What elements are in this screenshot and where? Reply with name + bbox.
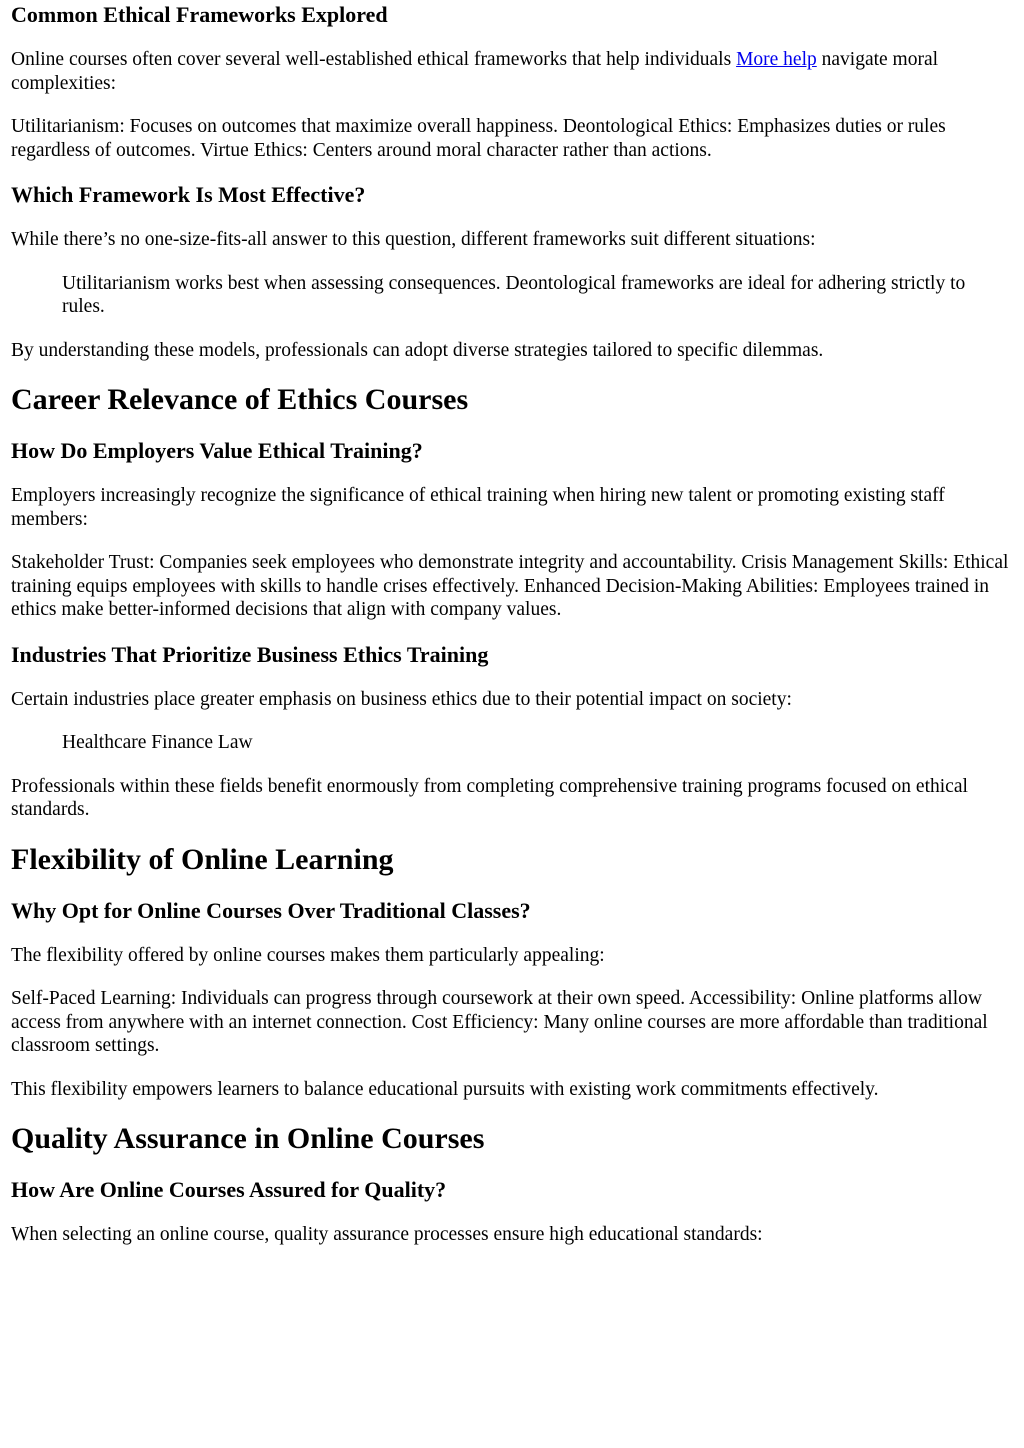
paragraph-frameworks-intro: [11, 48, 1012, 95]
heading-flexibility: Flexibility of Online Learning: [11, 842, 394, 876]
heading-frameworks: Common Ethical Frameworks Explored: [11, 2, 388, 27]
heading-most-effective: Which Framework Is Most Effective?: [11, 182, 366, 207]
paragraph-flexibility-list: Self-Paced Learning: Individuals can progress through coursework at their own speed. Accessibility: Online platforms allow access from anywhere with an internet connection. Cost Efficiency: Many online courses are more affordable than traditional classroom settings.: [11, 988, 988, 1056]
paragraph-frameworks-list: Utilitarianism: Focuses on outcomes that maximize overall happiness. Deontological Ethics: Emphasizes duties or rules regardless of outcomes. Virtue Ethics: Centers around moral character rather than actions.: [11, 116, 946, 161]
heading-quality-assurance: Quality Assurance in Online Courses: [11, 1122, 485, 1155]
quote-effective: Utilitarianism works best when assessing consequences. Deontological frameworks are ideal for adhering strictly to rules.: [62, 272, 966, 317]
heading-how-assured: How Are Online Courses Assured for Quality?: [11, 1177, 447, 1202]
paragraph-industries-outro: Professionals within these fields benefit enormously from completing comprehensive training programs focused on ethical standards.: [11, 775, 968, 820]
article-body: [0, 2, 1024, 1247]
paragraph-flexibility-outro: This flexibility empowers learners to balance educational pursuits with existing work commitments effectively.: [11, 1078, 879, 1100]
heading-why-online: Why Opt for Online Courses Over Traditional Classes?: [11, 897, 531, 923]
paragraph-industries-intro: Certain industries place greater emphasis on business ethics due to their potential impact on society:: [11, 688, 792, 710]
heading-industries: Industries That Prioritize Business Ethics Training: [11, 641, 489, 667]
heading-career-relevance: Career Relevance of Ethics Courses: [11, 383, 469, 416]
intro-text-before-link: Online courses often cover several well-established ethical frameworks that help individuals: [11, 49, 737, 70]
paragraph-employers-intro: Employers increasingly recognize the significance of ethical training when hiring new talent or promoting existing staff members:: [11, 485, 945, 530]
paragraph-effective-outro: By understanding these models, professionals can adopt diverse strategies tailored to specific dilemmas.: [11, 339, 824, 361]
intro-text-after-link: navigate moral complexities:: [11, 49, 939, 94]
paragraph-flexibility-intro: The flexibility offered by online courses makes them particularly appealing:: [11, 944, 605, 966]
quote-industries: Healthcare Finance Law: [62, 732, 253, 753]
paragraph-employers-list: Stakeholder Trust: Companies seek employees who demonstrate integrity and accountability. Crisis Management Skills: Ethical training equips employees with skills to handle crises effectively. Enhanced Decision-Making Abilities: Employees trained in ethics make better-informed decisions that align with company values.: [11, 552, 1009, 620]
paragraph-effective-intro: While there’s no one-size-fits-all answer to this question, different frameworks suit different situations:: [11, 229, 816, 250]
heading-employers-value: How Do Employers Value Ethical Training?: [11, 438, 423, 463]
more-help-link[interactable]: More help: [736, 49, 817, 70]
paragraph-quality-intro: When selecting an online course, quality assurance processes ensure high educational standards:: [11, 1224, 763, 1245]
